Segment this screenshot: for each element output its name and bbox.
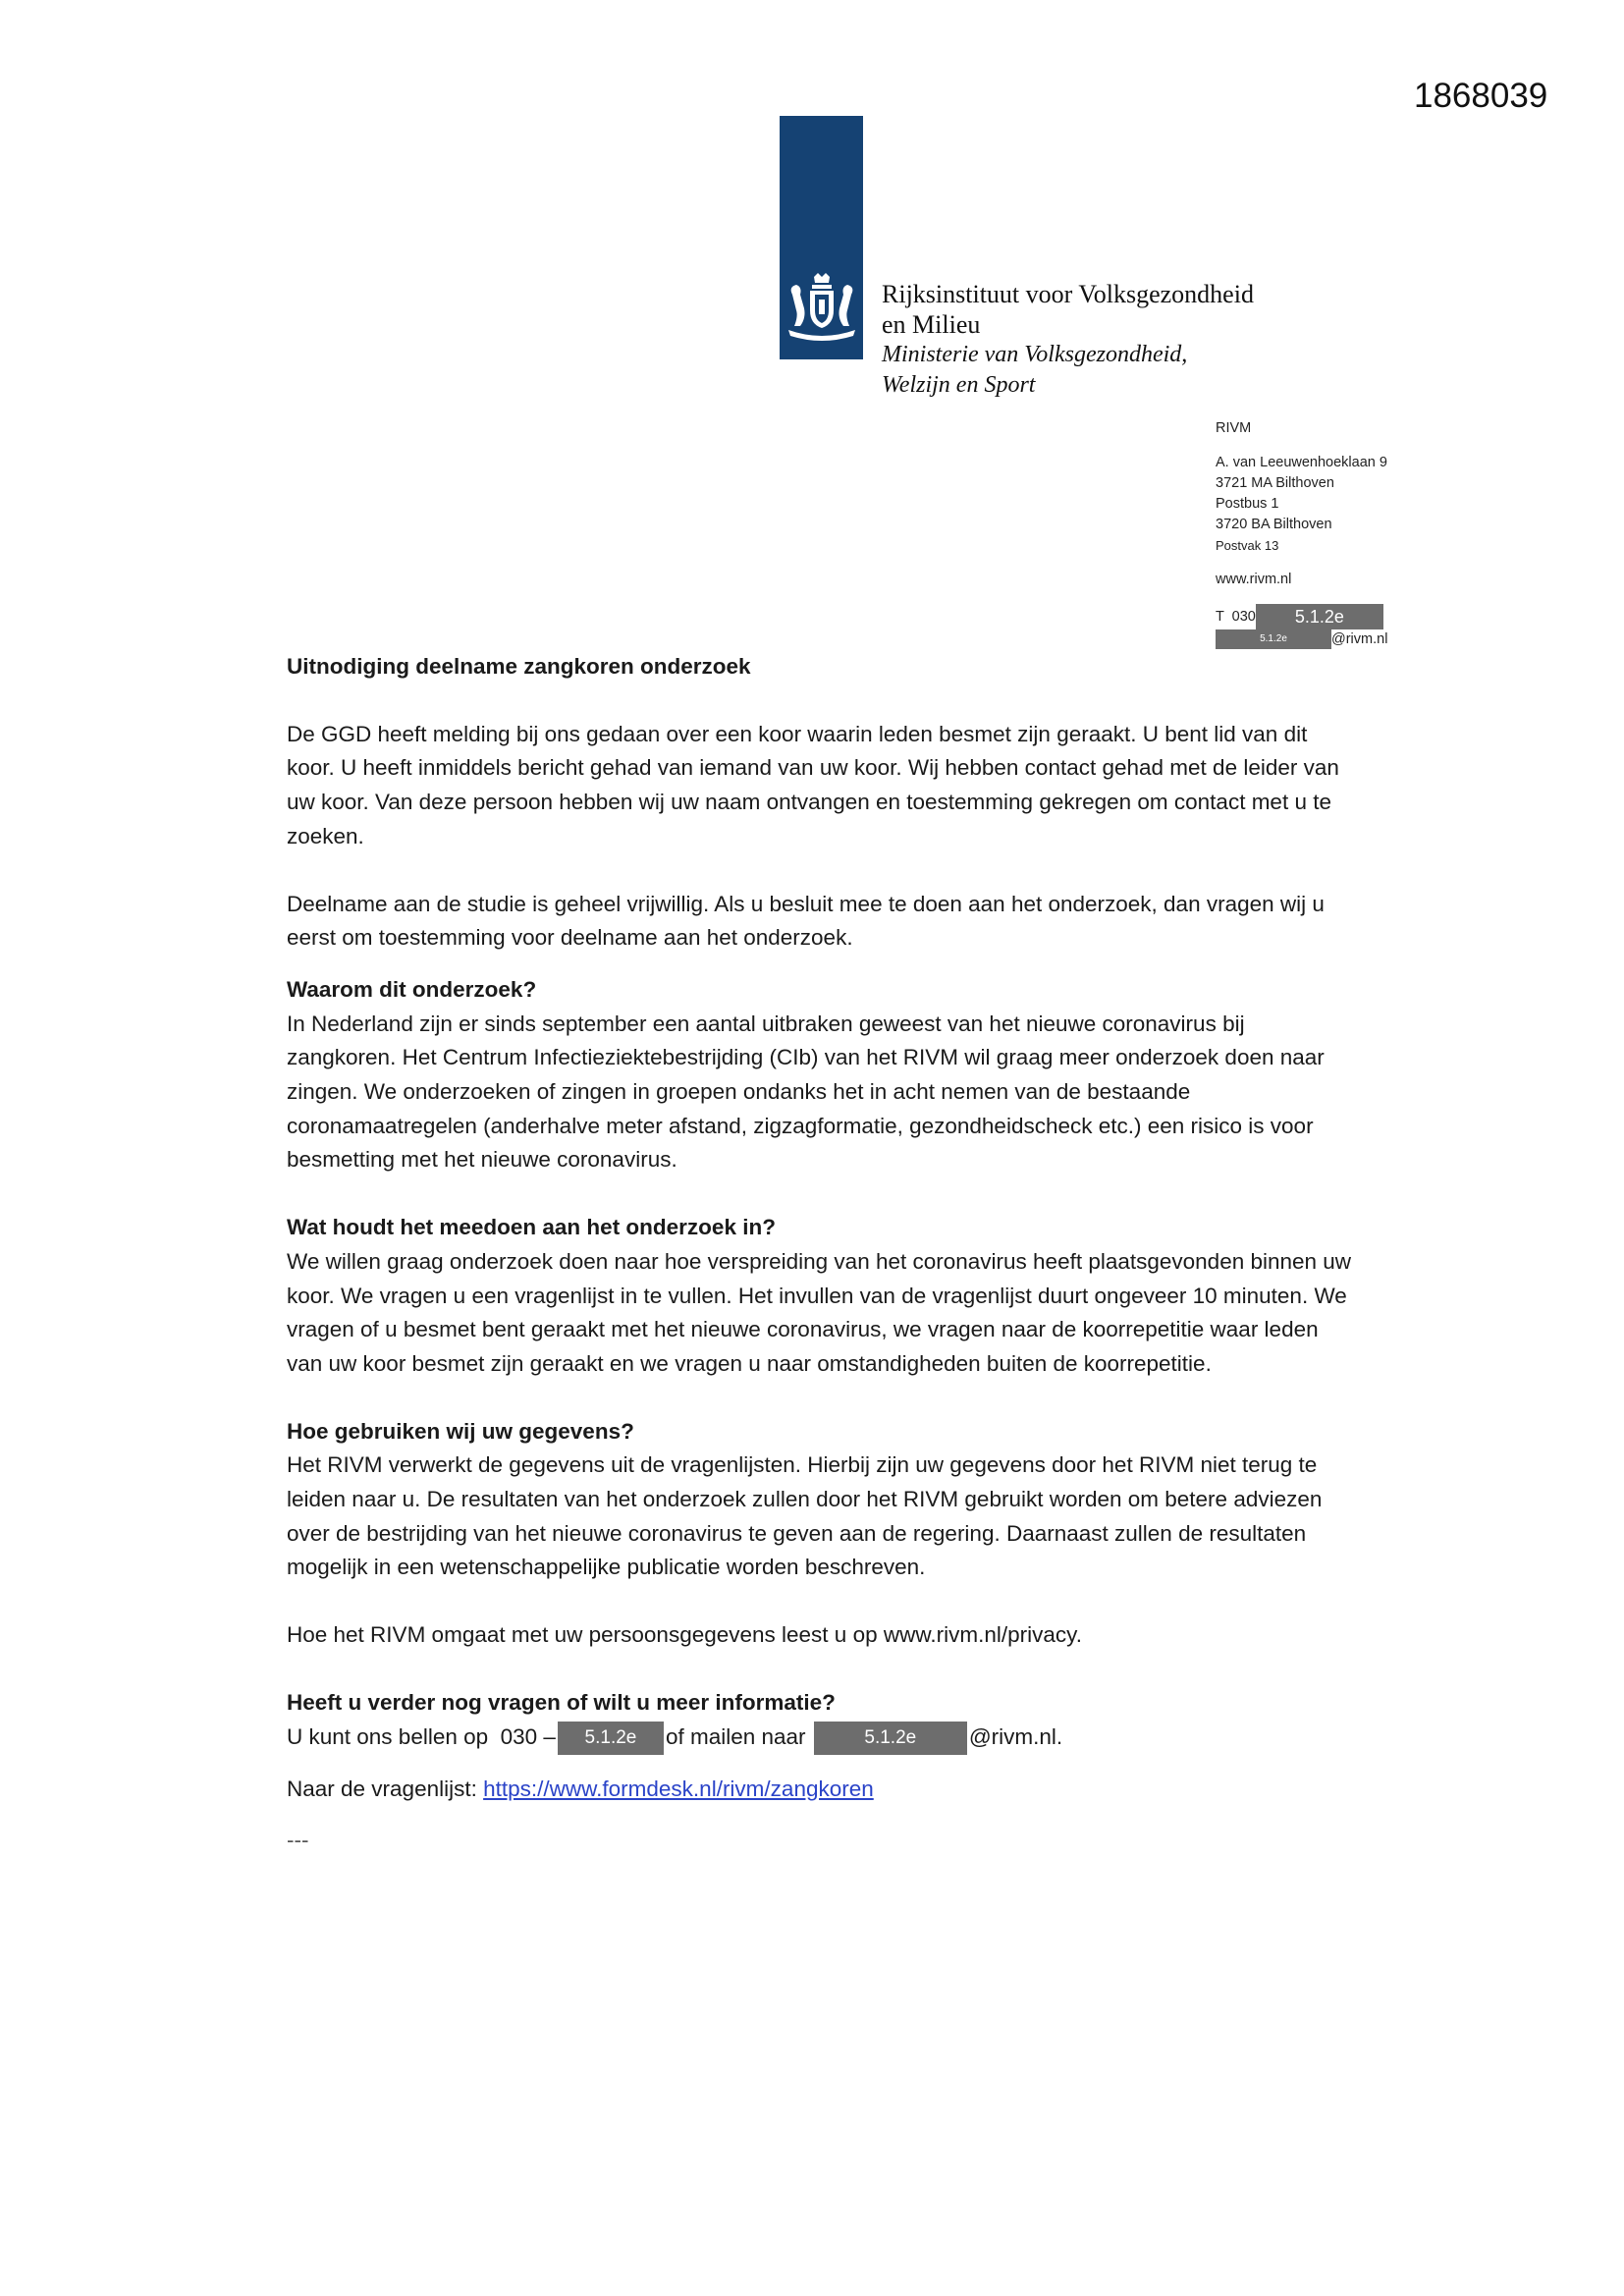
paragraph-voluntary: Deelname aan de studie is geheel vrijwillig. Als u besluit mee te doen aan het onderzoek, dan vragen wij u eerst om toestemming voor deelname aan het onderzoek.: [287, 891, 1325, 951]
organization-name: [882, 279, 1254, 401]
sender-website: www.rivm.nl: [1216, 572, 1292, 587]
redaction-box: 5.1.2e: [558, 1722, 664, 1755]
heading-why: Waarom dit onderzoek?: [287, 976, 537, 1002]
ministry-line2: Welzijn en Sport: [882, 372, 1036, 398]
paragraph-privacy: Hoe het RIVM omgaat met uw persoonsgegevens leest u op www.rivm.nl/privacy.: [287, 1622, 1082, 1648]
letter-subject: Uitnodiging deelname zangkoren onderzoek: [287, 654, 751, 679]
sender-postal-city: 3721 MA Bilthoven: [1216, 475, 1334, 491]
sender-phone-prefix: T 030: [1216, 608, 1256, 625]
contact-prefix: U kunt ons bellen op 030 –: [287, 1723, 556, 1749]
questionnaire-line: [287, 1773, 1357, 1807]
org-name-line2: en Milieu: [882, 310, 981, 339]
sender-po-box: Postbus 1: [1216, 496, 1279, 512]
contact-suffix: @rivm.nl.: [968, 1723, 1063, 1749]
paragraph-why: In Nederland zijn er sinds september een aantal uitbraken geweest van het nieuwe coronavirus bij zangkoren. Het Centrum Infectieziektebestrijding (CIb) van het RIVM wil graag meer onderzoek doen naar zingen. We onderzoeken of zingen in groepen ondanks het in acht nemen van de bestaande coronamaatregelen (anderhalve meter afstand, zigzagformatie, gezondheidscheck etc.) een risico is voor besmetting met het nieuwe coronavirus.: [287, 1011, 1325, 1173]
contact-middle: of mailen naar: [665, 1723, 806, 1749]
sender-email-suffix: @rivm.nl: [1331, 631, 1388, 647]
sender-street: A. van Leeuwenhoeklaan 9: [1216, 455, 1387, 470]
questionnaire-label: Naar de vragenlijst:: [287, 1776, 484, 1801]
paragraph-intro: De GGD heeft melding bij ons gedaan over een koor waarin leden besmet zijn geraakt. U bent lid van dit koor. U heeft inmiddels bericht gehad van iemand van uw koor. Wij hebben contact gehad met de leider van uw koor. Van deze persoon hebben wij uw naam ontvangen en toestemming gekregen om contact met u te zoeken.: [287, 721, 1339, 848]
org-name-line1: Rijksinstituut voor Volksgezondheid: [882, 280, 1254, 308]
sender-name: RIVM: [1216, 420, 1252, 436]
sender-mailbox: Postvak 13: [1216, 538, 1279, 553]
paragraph-data: Het RIVM verwerkt de gegevens uit de vragenlijsten. Hierbij zijn uw gegevens door het RIVM niet terug te leiden naar u. De resultaten van het onderzoek zullen door het RIVM gebruikt worden om betere adviezen over de bestrijding van het nieuwe coronavirus te geven aan de regering. Daarnaast zullen de resultaten mogelijk in een wetenschappelijke publicatie worden beschreven.: [287, 1452, 1323, 1580]
questionnaire-link[interactable]: https://www.formdesk.nl/rivm/zangkoren: [483, 1776, 874, 1801]
sender-address-block: [1216, 418, 1387, 650]
paragraph-what: We willen graag onderzoek doen naar hoe verspreiding van het coronavirus heeft plaatsgevonden binnen uw koor. We vragen u een vragenlijst in te vullen. Het invullen van de vragenlijst duurt ongeveer 10 minuten. We vragen of u besmet bent geraakt met het nieuwe coronavirus, we vragen naar de koorrepetitie waar leden van uw koor besmet zijn geraakt en we vragen u naar omstandigheden buiten de koorrepetitie.: [287, 1248, 1352, 1376]
redaction-box: 5.1.2e: [814, 1722, 967, 1755]
letter-body: [287, 650, 1357, 1858]
document-number: 1868039: [1414, 77, 1548, 115]
heading-data: Hoe gebruiken wij uw gegevens?: [287, 1418, 634, 1444]
contact-line: [287, 1721, 1357, 1755]
heading-what: Wat houdt het meedoen aan het onderzoek in?: [287, 1215, 776, 1240]
sender-po-postal-city: 3720 BA Bilthoven: [1216, 517, 1332, 532]
redaction-box: 5.1.2e: [1256, 604, 1383, 629]
ministry-line1: Ministerie van Volksgezondheid,: [882, 342, 1188, 367]
sender-phone: [1216, 604, 1387, 629]
redaction-box: 5.1.2e: [1216, 629, 1331, 649]
sender-email: [1216, 629, 1387, 650]
royal-coat-of-arms-icon: [783, 271, 861, 342]
closing-dashes: ---: [287, 1828, 309, 1853]
heading-questions: Heeft u verder nog vragen of wilt u meer informatie?: [287, 1689, 836, 1715]
